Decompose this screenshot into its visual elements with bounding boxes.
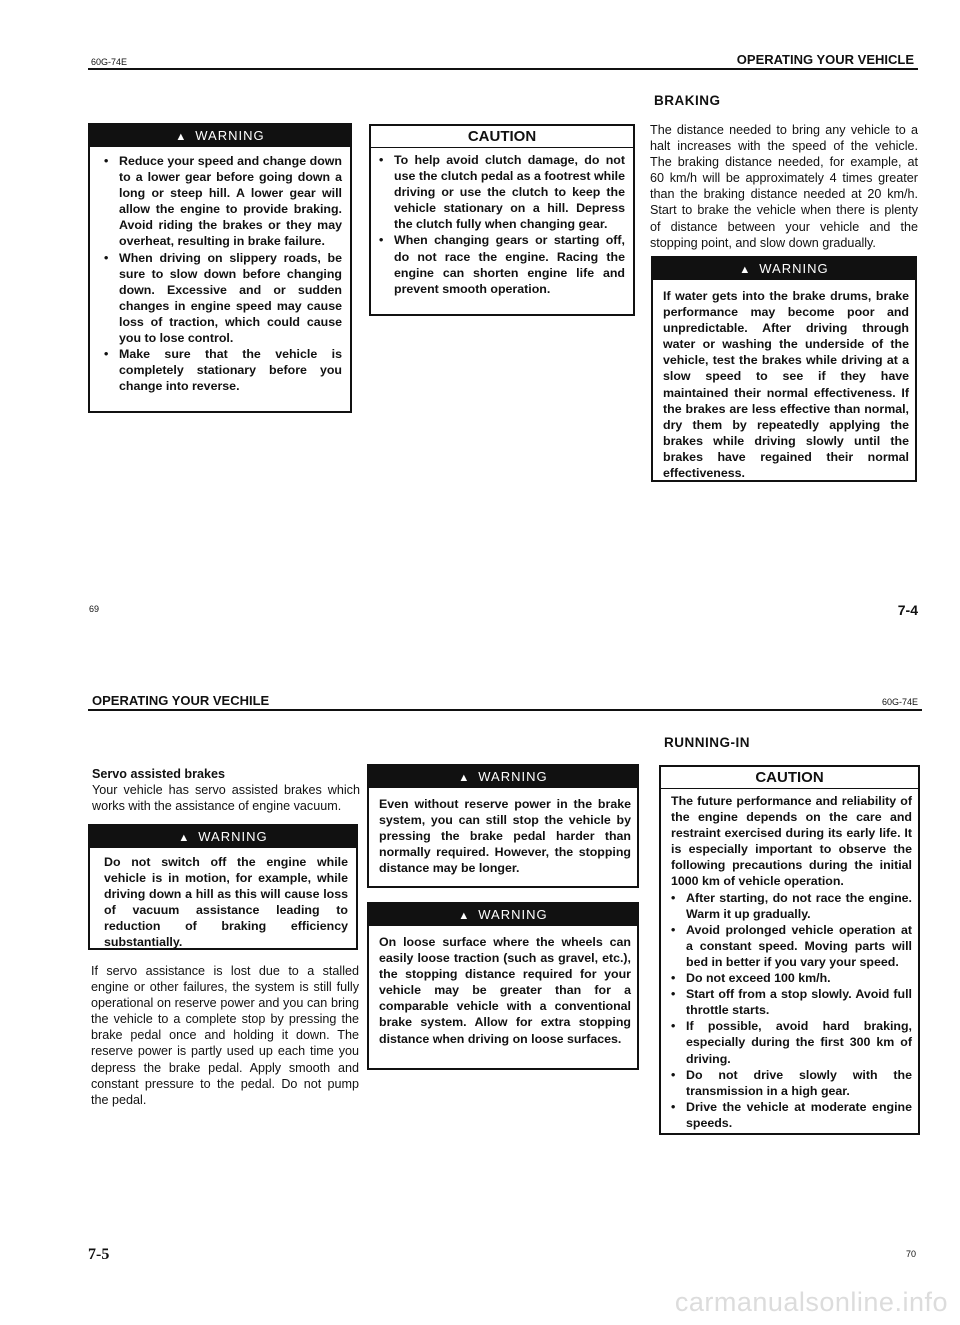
warning-triangle-icon: ▲ <box>739 264 752 276</box>
page2-header-title: OPERATING YOUR VECHILE <box>92 693 270 708</box>
caution-item: • Do not drive slowly with the transmission in a high gear. <box>671 1067 912 1098</box>
warning-header: ▲ WARNING <box>653 258 915 280</box>
caution-item: • When changing gears or starting off, do not race the engine. Racing the engine can shorten engine life and prevent smooth operation. <box>379 233 625 296</box>
bullet-icon: • <box>379 233 384 248</box>
caution-header: CAUTION <box>661 767 918 789</box>
warning-triangle-icon: ▲ <box>458 910 471 922</box>
caution-header: CAUTION <box>371 126 633 148</box>
caution-intro: The future performance and reliability of the engine depends on the care and restraint exercised during its early life. It is especially important to observe the following precautions during the initial 1000 km of vehicle operation. <box>671 794 912 889</box>
bullet-icon: • <box>671 890 676 905</box>
running-in-title: RUNNING-IN <box>664 735 750 750</box>
caution-box-running-in <box>659 765 920 1135</box>
bullet-icon: • <box>671 1019 676 1034</box>
page2-number-right: 70 <box>905 1249 916 1259</box>
bullet-icon: • <box>671 1099 676 1114</box>
warning-box-downhill <box>88 123 352 413</box>
bullet-icon: • <box>671 987 676 1002</box>
bullet-icon: • <box>671 971 676 986</box>
warning-box-reserve-power <box>367 764 639 888</box>
warning-triangle-icon: ▲ <box>178 832 191 844</box>
warning-box-engine-off <box>88 824 358 950</box>
bullet-icon: • <box>379 153 384 167</box>
warning-item: • Make sure that the vehicle is completely stationary before you change into reverse. <box>104 347 342 394</box>
caution-item: • Avoid prolonged vehicle operation at a constant speed. Moving parts will bed in better if you vary your speed. <box>671 922 912 969</box>
warning-text: If water gets into the brake drums, brake performance may become poor and unpredictable. After driving through water or washing the underside of the vehicle, test the brakes while driving at a slow speed to see if they have maintained their normal effectiveness. If the brakes are less effective than normal, dry them by repeatedly applying the brakes while driving slowly until the brakes have regained their normal effectiveness. <box>663 289 909 481</box>
warning-item: • When driving on slippery roads, be sure to slow down before changing down. Excessive and or sudden changes in engine speed may cause loss of traction, which could cause you to lose control. <box>104 250 342 346</box>
braking-text: The distance needed to bring any vehicle to a halt increases with the speed of the vehicle. The braking distance needed, for example, at 60 km/h will be approximately 4 times greater than the braking distance needed at 20 km/h. Start to brake the vehicle when there is plenty of distance between your vehicle and the stopping point, and slow down gradually. <box>650 123 918 250</box>
page2-number-left: 7-5 <box>88 1246 110 1263</box>
bullet-icon: • <box>104 347 109 362</box>
caution-item: • Drive the vehicle at moderate engine speeds. <box>671 1099 912 1130</box>
braking-title: BRAKING <box>654 93 721 108</box>
caution-item: • Start off from a stop slowly. Avoid full throttle starts. <box>671 987 912 1018</box>
page1-number-left: 69 <box>89 604 100 614</box>
warning-box-water <box>651 256 917 482</box>
caution-box-clutch <box>369 124 635 316</box>
page1-code: 60G-74E <box>91 57 128 67</box>
bullet-icon: • <box>104 154 109 168</box>
warning-text: On loose surface where the wheels can easily loose traction (such as gravel, etc.), the stopping distance required for your vehicle may be greater than for a comparable vehicle with a conventional brake system. Allow for extra stopping distance when driving on loose surfaces. <box>379 935 631 1046</box>
warning-triangle-icon: ▲ <box>458 772 471 784</box>
warning-item: • Reduce your speed and change down to a lower gear before going down a long or steep hill. A lower gear will allow the engine to provide braking. Avoid riding the brakes or they may overheat, resulting in brake failure. <box>104 154 342 249</box>
caution-item: • To help avoid clutch damage, do not use the clutch pedal as a footrest while driving or use the clutch to keep the vehicle stationary on a hill. Depress the clutch fully when changing gear. <box>379 153 625 232</box>
caution-item: • If possible, avoid hard braking, especially during the first 300 km of driving. <box>671 1019 912 1066</box>
bullet-icon: • <box>671 922 676 937</box>
servo-title: Servo assisted brakes <box>92 767 226 781</box>
warning-triangle-icon: ▲ <box>175 131 188 143</box>
page2-header-rule <box>88 709 922 711</box>
warning-box-loose-surface <box>367 902 639 1070</box>
page1-header-title: OPERATING YOUR VEHICLE <box>736 52 914 67</box>
warning-header: ▲ WARNING <box>90 826 356 848</box>
caution-item: • After starting, do not race the engine. Warm it up gradually. <box>671 890 912 921</box>
warning-text: Do not switch off the engine while vehicle is in motion, for example, while driving down a hill as this will cause loss of vacuum assistance leading to reduction of braking efficiency substantially. <box>104 855 348 950</box>
bullet-icon: • <box>104 250 109 265</box>
page1-number-right: 7-4 <box>897 602 918 618</box>
warning-header: ▲ WARNING <box>90 125 350 147</box>
caution-item: • Do not exceed 100 km/h. <box>671 971 831 986</box>
warning-header: ▲ WARNING <box>369 904 637 926</box>
servo-intro: Servo assisted brakes Your vehicle has servo assisted brakes which works with the assistance of engine vacuum. <box>92 767 360 814</box>
warning-text: Even without reserve power in the brake system, you can still stop the vehicle by pressing the brake pedal harder than normally required. However, the stopping distance may be longer. <box>379 797 631 876</box>
bullet-icon: • <box>671 1067 676 1082</box>
page1-header-rule <box>88 68 918 70</box>
watermark: carmanualsonline.info <box>674 1287 948 1317</box>
servo-after-text: If servo assistance is lost due to a stalled engine or other failures, the system is still fully operational on reserve power and you can bring the vehicle to a complete stop by pressing the brake pedal once and holding it down. The reserve power is partly used up each time you depress the brake pedal. Apply smooth and constant pressure to the pedal. Do not pump the pedal. <box>91 964 359 1107</box>
warning-header: ▲ WARNING <box>369 766 637 788</box>
page2-code: 60G-74E <box>881 697 918 707</box>
